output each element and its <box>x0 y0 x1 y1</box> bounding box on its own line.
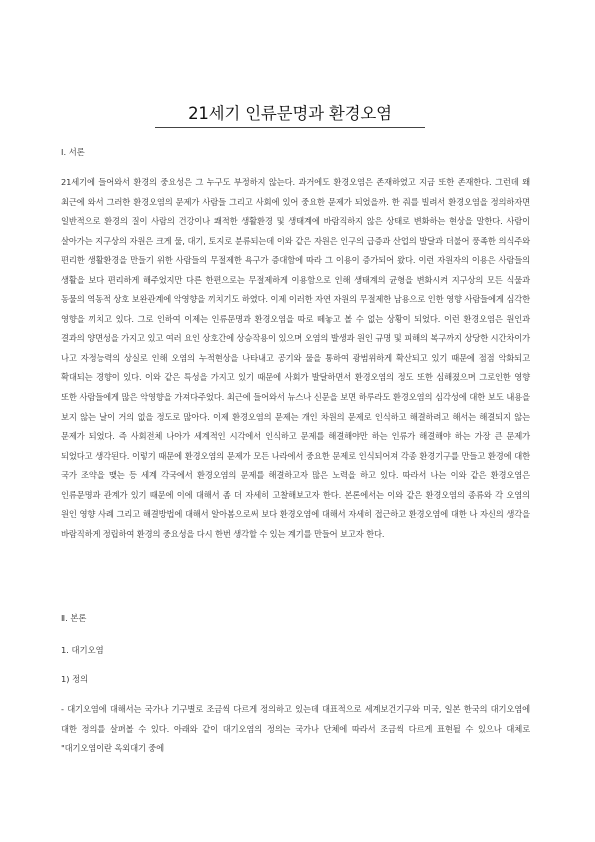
section-heading-introduction: Ⅰ. 서론 <box>61 147 85 157</box>
introduction-paragraph: 21세기에 들어와서 환경의 중요성은 그 누구도 부정하지 않는다. 과거에도 환경오염은 존재하였고 지금 또한 존재한다. 그런데 왜 최근에 와서 그러한 환경오염의 문제가 사람들 그리고 사회에 있어 중요한 문제가 되었을까. 한 줘를 빌려서 환경오염을 정의하자면 일반적으로 환경의 질이 사람의 건강이나 쾌적한 생활환경 및 생태계에 바람직하지 않은 상태로 변화하는 현상을 말한다. 사람이 살아가는 지구상의 자원은 크게 물, 대기, 토지로 분류되는데 이와 같은 자원은 인구의 급증과 산업의 발달과 더불어 풍족한 의식주와 편리한 생활환경을 만들기 위한 사람들의 무절제한 욕구가 증대함에 따라 그 이용이 증가되어 왔다. 이런 자원자의 이용은 사람들의 생활을 보다 편리하게 해주었지만 다른 한편으로는 무절제하게 이용함으로 인해 생태계의 균형을 변화시켜 지구상의 모든 식물과 동물의 역동적 상호 보완관계에 악영향을 끼치기도 하였다. 이제 이러한 자연 자원의 무절제한 남용으로 인한 영향 사람들에게 심각한 영향을 끼치고 있다. 그로 인하여 이제는 인류문명과 환경오염을 따로 떼놓고 볼 수 없는 상황이 되었다. 이런 환경오염은 원인과 결과의 양면성을 가지고 있고 여러 요인 상호간에 상승작용이 있으며 오염의 발생과 원인 규명 및 피해의 복구까지 상당한 시간차이가 나고 자정능력의 상실로 인해 오염의 누적현상을 나타내고 공기와 물을 통하여 광범위하게 확산되고 있기 때문에 점점 악화되고 확대되는 경향이 있다. 이와 같은 특성을 가지고 있기 때문에 사회가 발달하면서 환경오염의 정도 또한 심해졌으며 그로인한 영향 또한 사람들에게 많은 악영향을 가져다주었다. 최근에 들어와서 뉴스나 신문을 보면 하루라도 환경오염의 심각성에 대한 보도 내용을 보지 않는 날이 거의 없을 정도로 많아다. 이제 환경오염의 문제는 개인 차원의 문제로 인식하고 해결하려고 해서는 해결되지 않는 문제가 되었다. 즉 사회전체 나아가 세계적인 시각에서 인식하고 문제를 해결해야만 하는 인류가 해결해야 하는 가장 큰 문제가 되었다고 생각된다. 이렇기 때문에 환경오염의 문제가 모든 나라에서 중요한 문제로 인식되어져 각종 환경기구를 만들고 환경에 대한 국가 조약을 맺는 등 세계 각국에서 환경오염의 문제를 해결하고자 많은 노력을 하고 있다. 따라서 나는 이와 같은 환경오염은 인류문명과 관계가 있기 때문에 이에 대해서 좀 더 자세히 고찰해보고자 한다. 본론에서는 이와 같은 환경오염의 종류와 각 오염의 원인 영향 사례 그리고 해결방법에 대해서 알아봄으로써 보다 환경오염에 대해서 자세히 접근하고 환경오염에 대한 나 자신의 생각을 바람직하게 정립하여 환경의 중요성을 다시 한번 생각할 수 있는 계기를 만들어 보고자 한다. <box>61 177 530 539</box>
document-title: 21세기 인류문명과 환경오염 <box>188 104 392 123</box>
subsection-heading-air-pollution: 1. 대기오염 <box>61 645 104 655</box>
title-block <box>155 100 425 128</box>
definition-paragraph: - 대기오염에 대해서는 국가나 기구별로 조금씩 다르게 정의하고 있는데 대표적으로 세계보건기구와 미국, 일본 한국의 대기오염에 대한 정의를 살펴볼 수 있다. 아래와 같이 대기오염의 정의는 국가나 단체에 따라서 조금씩 다르게 표현될 수 있으나 대체로 "대기오염이란 옥외대기 중에 <box>61 704 530 754</box>
subsubsection-heading-definition: 1) 정의 <box>61 674 89 684</box>
section-heading-body: Ⅱ. 본론 <box>61 613 87 623</box>
